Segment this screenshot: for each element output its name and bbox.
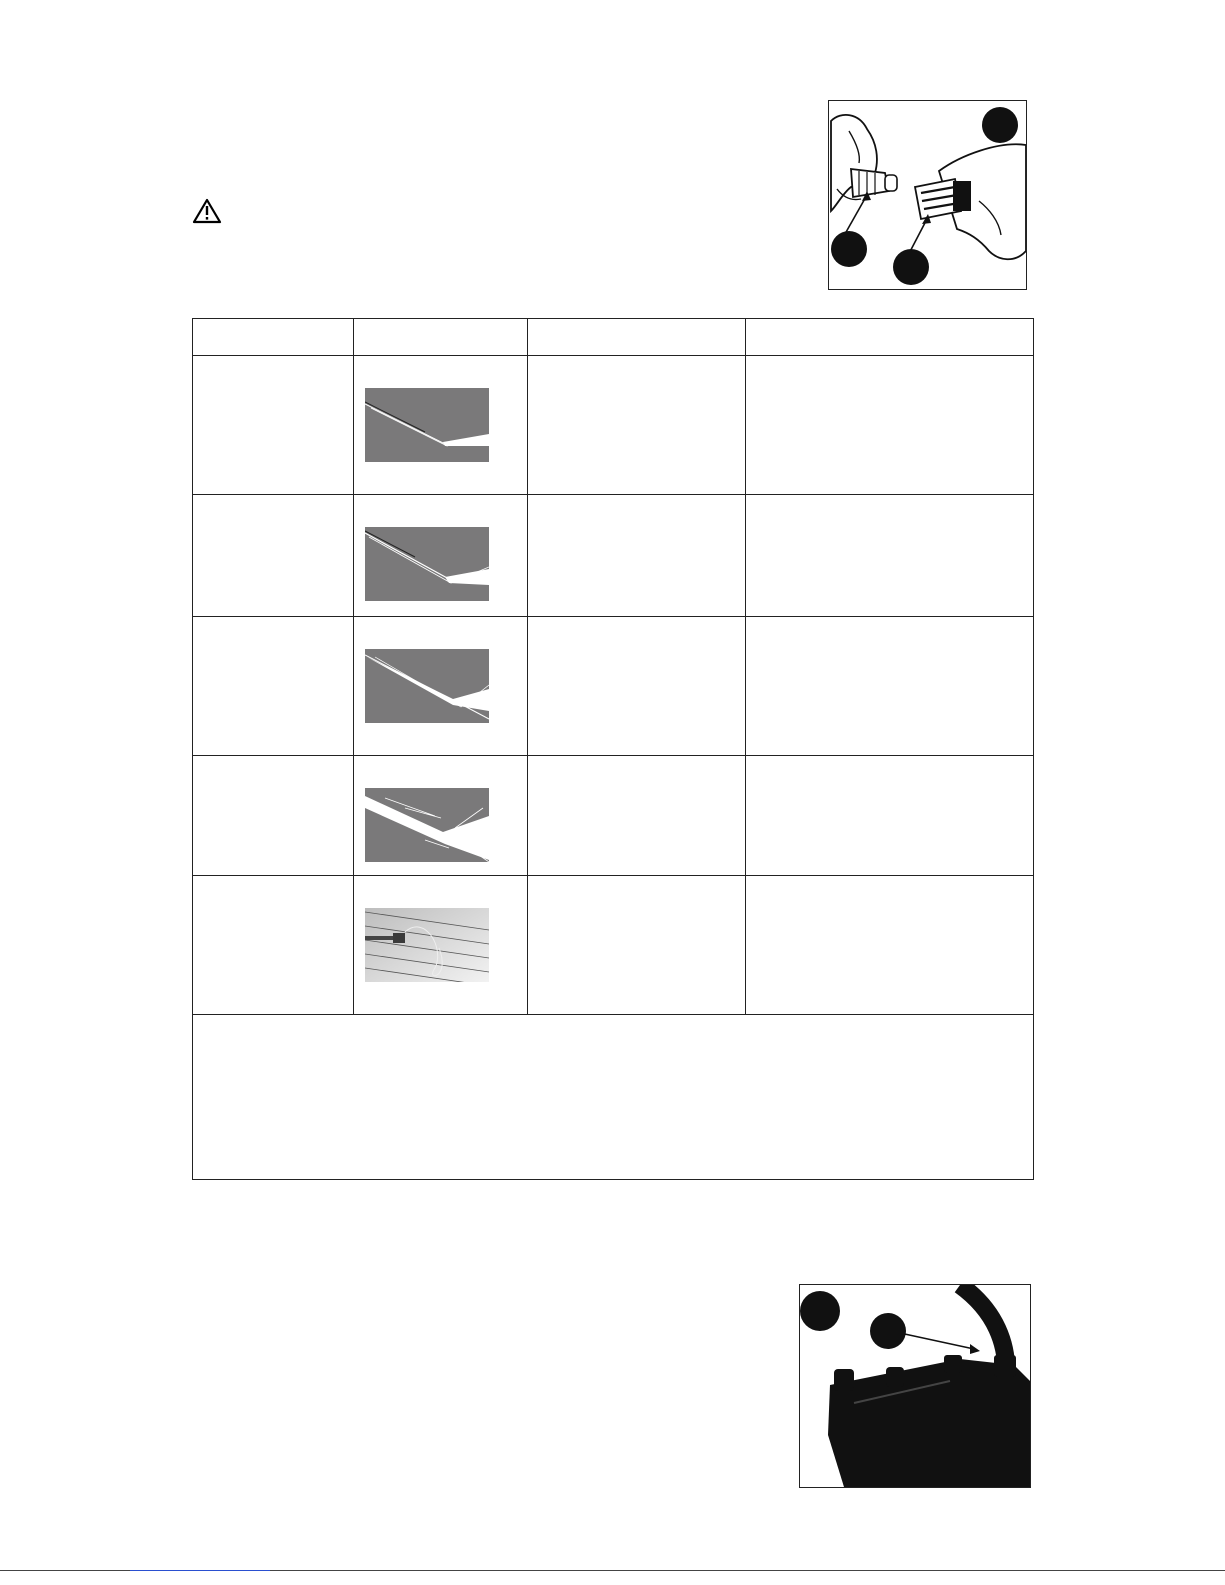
callout-circle [831,231,867,267]
table-row [193,756,1034,876]
application-cell [528,356,746,495]
table-note-row [193,1015,1034,1180]
footer-link-underline[interactable] [130,1570,270,1571]
medium-fan-spray-image [365,649,489,723]
wide-fan-spray-image [365,788,489,862]
table-header-cell [528,319,746,356]
callout-circle [870,1313,906,1349]
application-cell [528,756,746,876]
table-row [193,617,1034,756]
nozzle-name-cell [193,756,354,876]
application-cell [528,876,746,1015]
nozzle-name-cell [193,876,354,1015]
spray-pattern-cell [354,356,528,495]
pump-hose-figure [799,1284,1031,1488]
callout-circle [893,249,929,285]
nozzle-name-cell [193,495,354,617]
nozzle-name-cell [193,356,354,495]
table-header-cell [193,319,354,356]
nozzle-swap-illustration [829,101,1026,289]
nozzle-name-cell [193,617,354,756]
table-row [193,876,1034,1015]
description-cell [746,756,1034,876]
table-header-cell [354,319,528,356]
description-cell [746,617,1034,756]
table-row [193,356,1034,495]
description-cell [746,495,1034,617]
callout-circle [982,107,1018,143]
spray-pattern-cell [354,756,528,876]
table-header-row [193,319,1034,356]
application-cell [528,617,746,756]
table-note [193,1015,1034,1180]
spray-pattern-cell [354,495,528,617]
nozzle-table [192,318,1034,1180]
table-row [193,495,1034,617]
spray-pattern-cell [354,617,528,756]
pump-hose-illustration [800,1285,1030,1487]
narrow-fan-spray-image [365,388,489,462]
description-cell [746,876,1034,1015]
warning-triangle-icon [192,198,222,224]
spray-pattern-cell [354,876,528,1015]
table-header-cell [746,319,1034,356]
nozzle-swap-figure [828,100,1027,290]
description-cell [746,356,1034,495]
narrow-fan-spray-image [365,527,489,601]
application-cell [528,495,746,617]
detergent-nozzle-image [365,908,489,982]
callout-circle [800,1291,840,1331]
